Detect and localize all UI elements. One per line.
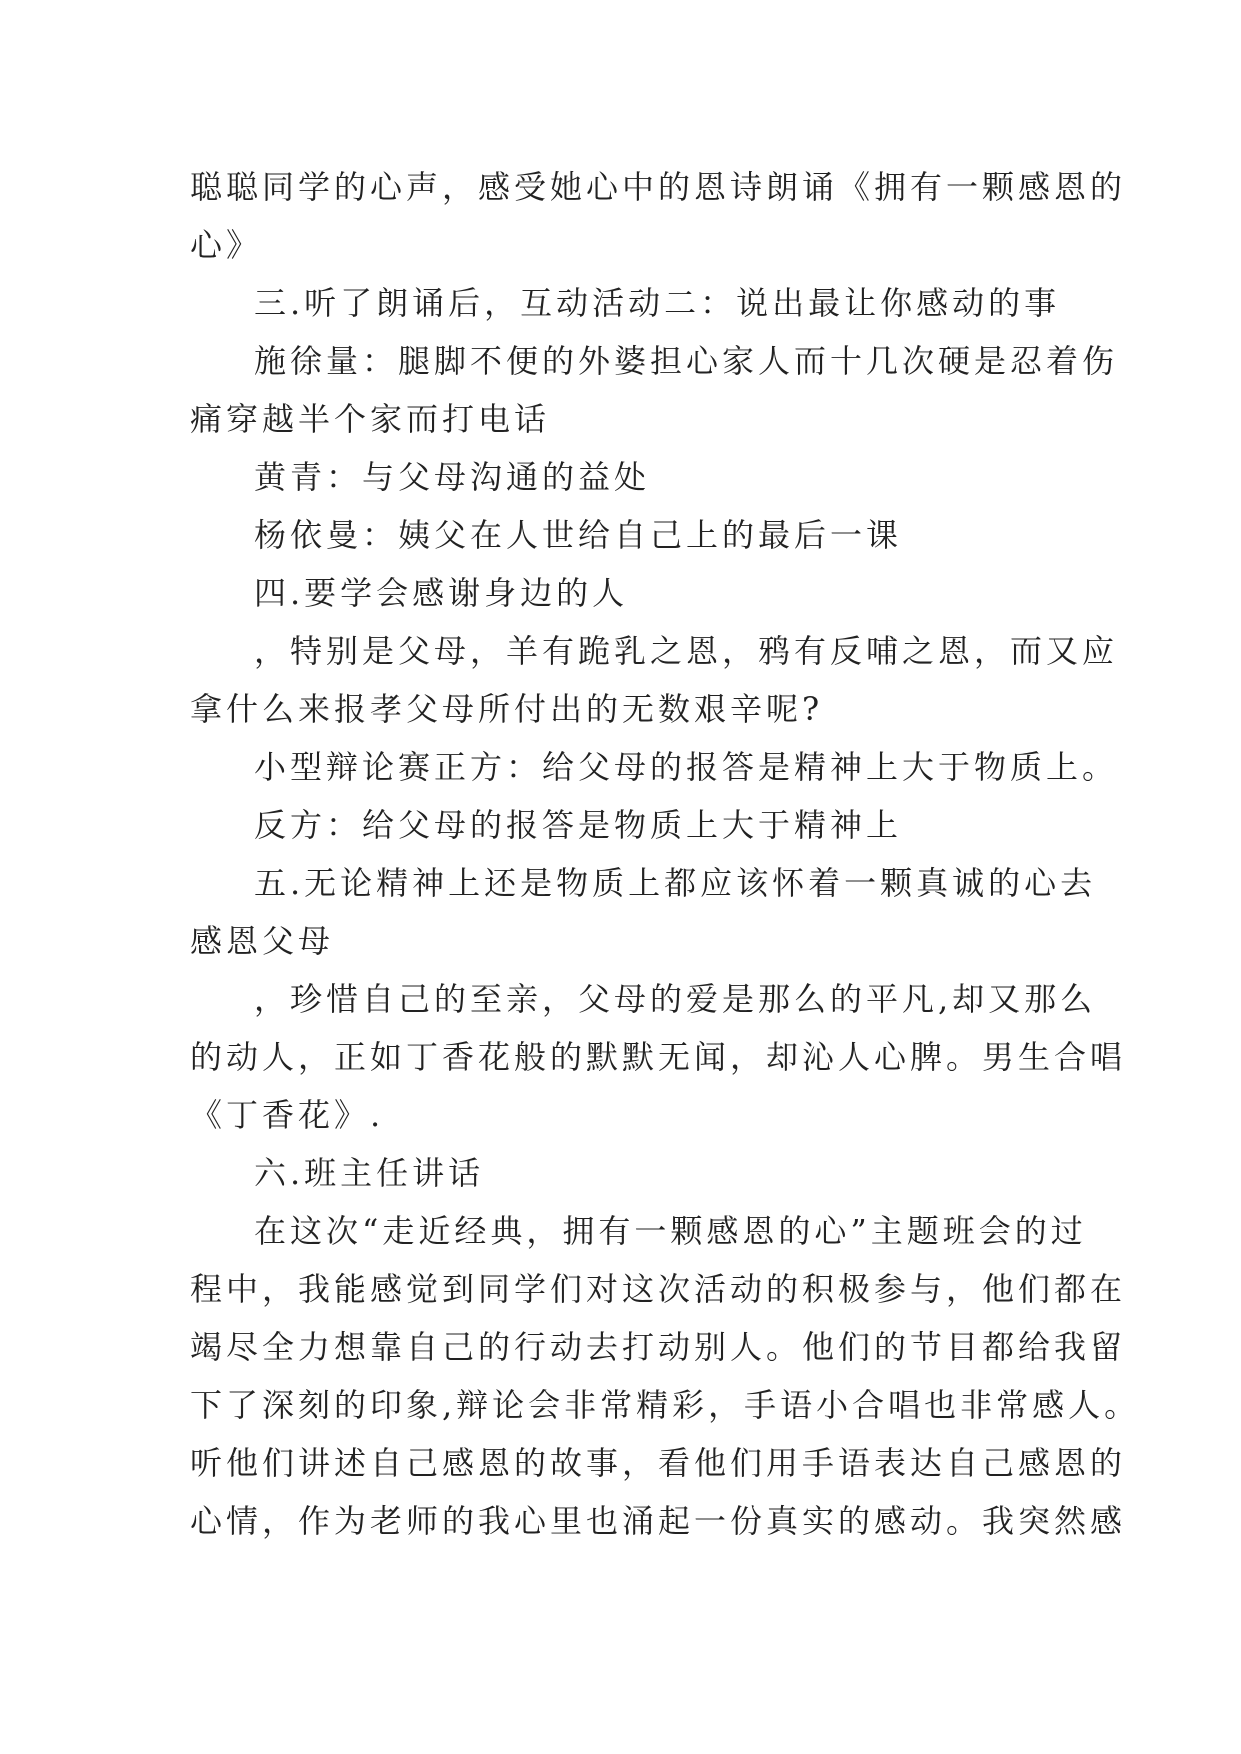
text-line: 施徐量：腿脚不便的外婆担心家人而十几次硬是忍着伤 [254,342,1119,380]
text-line: ，珍惜自己的至亲，父母的爱是那么的平凡,却又那么 [254,980,1097,1018]
text-line: 感恩父母 [190,922,335,960]
document-body [190,158,1141,1550]
text-line: 在这次“走近经典，拥有一颗感恩的心”主题班会的过 [254,1212,1087,1250]
text-line: 聪聪同学的心声，感受她心中的恩诗朗诵《拥有一颗感恩的 [190,168,1127,206]
text-line: 的动人，正如丁香花般的默默无闻，却沁人心脾。男生合唱 [190,1038,1127,1076]
text-line: 听他们讲述自己感恩的故事，看他们用手语表达自己感恩的 [190,1444,1127,1482]
text-line: ，特别是父母，羊有跪乳之恩，鸦有反哺之恩，而又应 [254,632,1119,670]
text-line: 四.要学会感谢身边的人 [254,574,629,612]
text-line: 《丁香花》. [190,1096,385,1134]
text-line: 痛穿越半个家而打电话 [190,400,551,438]
text-line: 下了深刻的印象,辩论会非常精彩，手语小合唱也非常感人。 [190,1386,1141,1424]
text-line: 五.无论精神上还是物质上都应该怀着一颗真诚的心去 [254,864,1097,902]
text-line: 三.听了朗诵后，互动活动二：说出最让你感动的事 [254,284,1061,322]
text-line: 心》 [190,226,263,264]
text-line: 黄青：与父母沟通的益处 [254,458,651,496]
text-line: 小型辩论赛正方：给父母的报答是精神上大于物质上。 [254,748,1119,786]
text-line: 杨依曼：姨父在人世给自己上的最后一课 [254,516,903,554]
text-line: 反方：给父母的报答是物质上大于精神上 [254,806,903,844]
text-line: 竭尽全力想靠自己的行动去打动别人。他们的节目都给我留 [190,1328,1127,1366]
text-line: 心情，作为老师的我心里也涌起一份真实的感动。我突然感 [190,1502,1127,1540]
text-line: 程中，我能感觉到同学们对这次活动的积极参与，他们都在 [190,1270,1127,1308]
text-line: 六.班主任讲话 [254,1154,485,1192]
text-line: 拿什么来报孝父母所付出的无数艰辛呢? [190,690,824,728]
